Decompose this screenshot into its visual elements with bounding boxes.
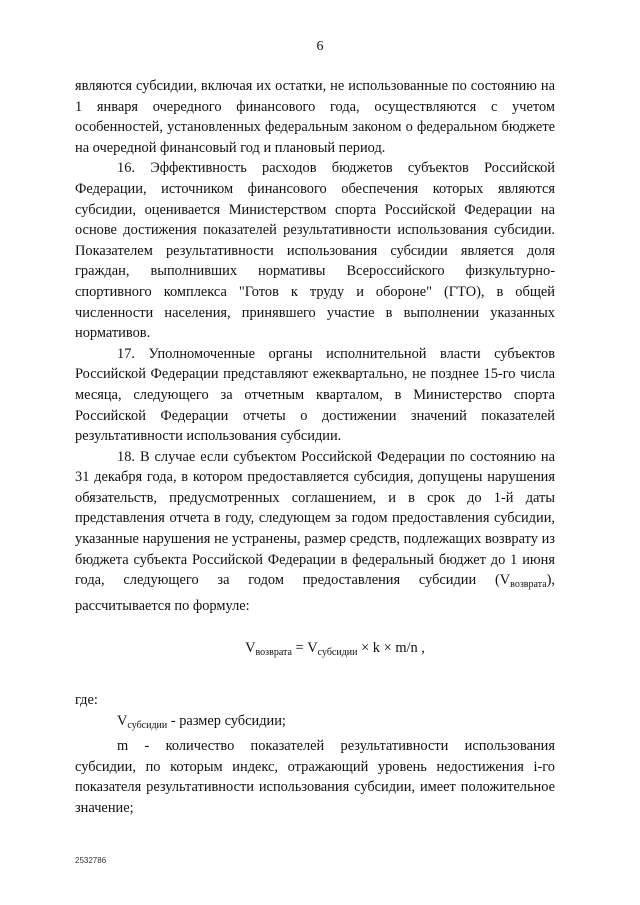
where-label: где: <box>75 692 98 709</box>
paragraph-18-end: ), рассчитывается по формуле: <box>75 572 555 614</box>
formula-v-return: V <box>245 640 256 657</box>
paragraph-17: 17. Уполномоченные органы исполнительной власти субъектов Российской Федерации представляют ежеквартально, не позднее 15-го числа месяца, следующего за отчетным кварталом, в Министерство спорта Российской Федерации отчеты о достижении значений показателей результативности использования субсидии. <box>75 345 555 445</box>
formula-v-return-subscript: возврата <box>255 647 292 659</box>
paragraph-18-text: 18. В случае если субъектом Российской Федерации по состоянию на 31 декабря года, в котором предоставляется субсидия, допущены нарушения обязательств, предусмотренных соглашением, и в срок до 1-й даты представления отчета в году, следующем за годом предоставления субсидии, указанные нарушения не устранены, размер средств, подлежащих возврату из бюджета субъекта Российской Федерации в федеральный бюджет до 1 июня года, следующего за годом предоставления субсидии (V <box>75 448 555 589</box>
formula-v-subsidy-subscript: субсидии <box>317 647 358 659</box>
paragraph-continuation: являются субсидии, включая их остатки, не использованные по состоянию на 1 января очередного финансового года, осуществляются с учетом особенностей, установленных федеральным законом о федеральном бюджете на очередной финансовый год и плановый период. <box>75 78 555 156</box>
document-body <box>75 76 555 819</box>
paragraph-16: 16. Эффективность расходов бюджетов субъектов Российской Федерации, источником финансового обеспечения которых являются субсидии, оценивается Министерством спорта Российской Федерации на основе достижения показателей результативности использования субсидии. Показателем результативности использования субсидии является доля граждан, выполнивших нормативы Всероссийского физкультурно-спортивного комплекса "Готов к труду и обороне" (ГТО), в общей численности населения, принявшего участие в выполнении указанных нормативов. <box>75 160 555 342</box>
definition-m: m - количество показателей результативности использования субсидии, по которым индекс, отражающий уровень недостижения i-го показателя результативности использования субсидии, имеет положительное значение; <box>75 738 555 816</box>
definition-v-text: - размер субсидии; <box>167 712 286 729</box>
page-number: 6 <box>316 39 324 54</box>
paragraph-18 <box>75 447 555 617</box>
document-code: 2532786 <box>75 856 107 865</box>
formula-rest: × k × m/n , <box>357 640 425 657</box>
formula-equals-v: = V <box>291 640 318 657</box>
definition-v: V <box>117 712 128 729</box>
definition-v-subsidy <box>75 711 555 737</box>
formula <box>75 638 555 664</box>
definition-v-subscript: субсидии <box>127 719 168 731</box>
paragraph-18-subscript: возврата <box>510 579 547 591</box>
